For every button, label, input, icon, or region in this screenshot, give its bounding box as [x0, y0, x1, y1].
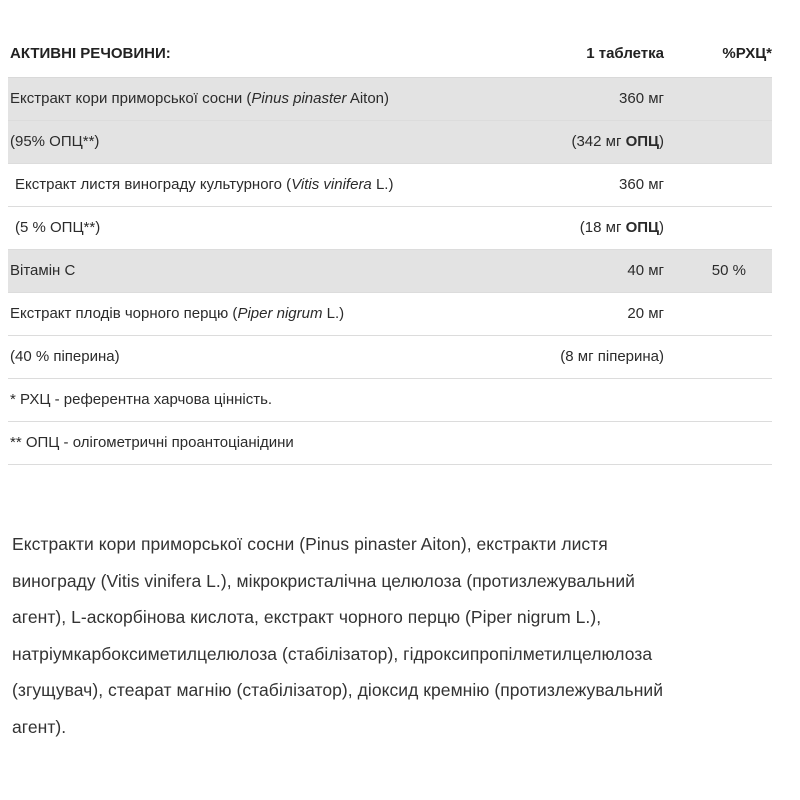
footnote-row [8, 422, 772, 465]
substance-amount: (342 мг ОПЦ) [571, 133, 664, 150]
substance-rda: 50 % [711, 262, 746, 279]
substance-amount: 360 мг [619, 90, 664, 107]
rda-heading: %РХЦ* [722, 45, 772, 62]
substance-amount: 360 мг [619, 176, 664, 193]
ingredients-line: (згущувач), стеарат магнію (стабілізатор), діоксид кремнію (протизлежувальний [12, 680, 664, 700]
ingredients-line: агент). [12, 716, 67, 737]
ingredients-line: агент), L-аскорбінова кислота, екстракт чорного перцю (Piper nigrum L.), [12, 607, 602, 627]
substance-name: Екстракт кори приморської сосни (Pinus pinaster Aiton) [10, 90, 390, 107]
substance-name: (5 % ОПЦ**) [15, 219, 101, 236]
substance-amount: 40 мг [627, 262, 664, 279]
footnote-rda: * РХЦ - референтна харчова цінність. [10, 391, 273, 408]
substance-amount: (8 мг піперина) [560, 348, 664, 365]
substance-name: Вітамін С [10, 262, 76, 279]
table-row [8, 250, 772, 293]
substance-amount: (18 мг ОПЦ) [579, 219, 664, 236]
supplement-facts-table [8, 34, 772, 465]
table-row [8, 121, 772, 164]
ingredients-text [12, 526, 800, 745]
ingredients-line: натріумкарбоксиметилцелюлоза (стабілізатор), гідроксипропілметилцелюлоза [12, 643, 653, 664]
substance-name: Екстракт листя винограду культурного (Vitis vinifera L.) [15, 176, 394, 193]
substance-name: Екстракт плодів чорного перцю (Piper nigrum L.) [10, 305, 345, 322]
per-tablet-heading: 1 таблетка [586, 45, 664, 62]
substance-amount: 20 мг [627, 305, 664, 322]
ingredients-line: Екстракти кори приморської сосни (Pinus pinaster Aiton), екстракти листя [12, 534, 608, 554]
footnote-row [8, 379, 772, 422]
footnote-opc: ** ОПЦ - олігометричні проантоціанідини [10, 434, 294, 451]
active-substances-heading: АКТИВНІ РЕЧОВИНИ: [10, 45, 171, 62]
table-row [8, 78, 772, 121]
ingredients-line: винограду (Vitis vinifera L.), мікрокристалічна целюлоза (протизлежувальний [12, 570, 635, 591]
table-row [8, 164, 772, 207]
table-row [8, 293, 772, 336]
substance-name: (95% ОПЦ**) [10, 133, 100, 150]
substance-name: (40 % піперина) [10, 348, 120, 365]
table-row [8, 336, 772, 379]
table-header [8, 34, 772, 78]
table-row [8, 207, 772, 250]
